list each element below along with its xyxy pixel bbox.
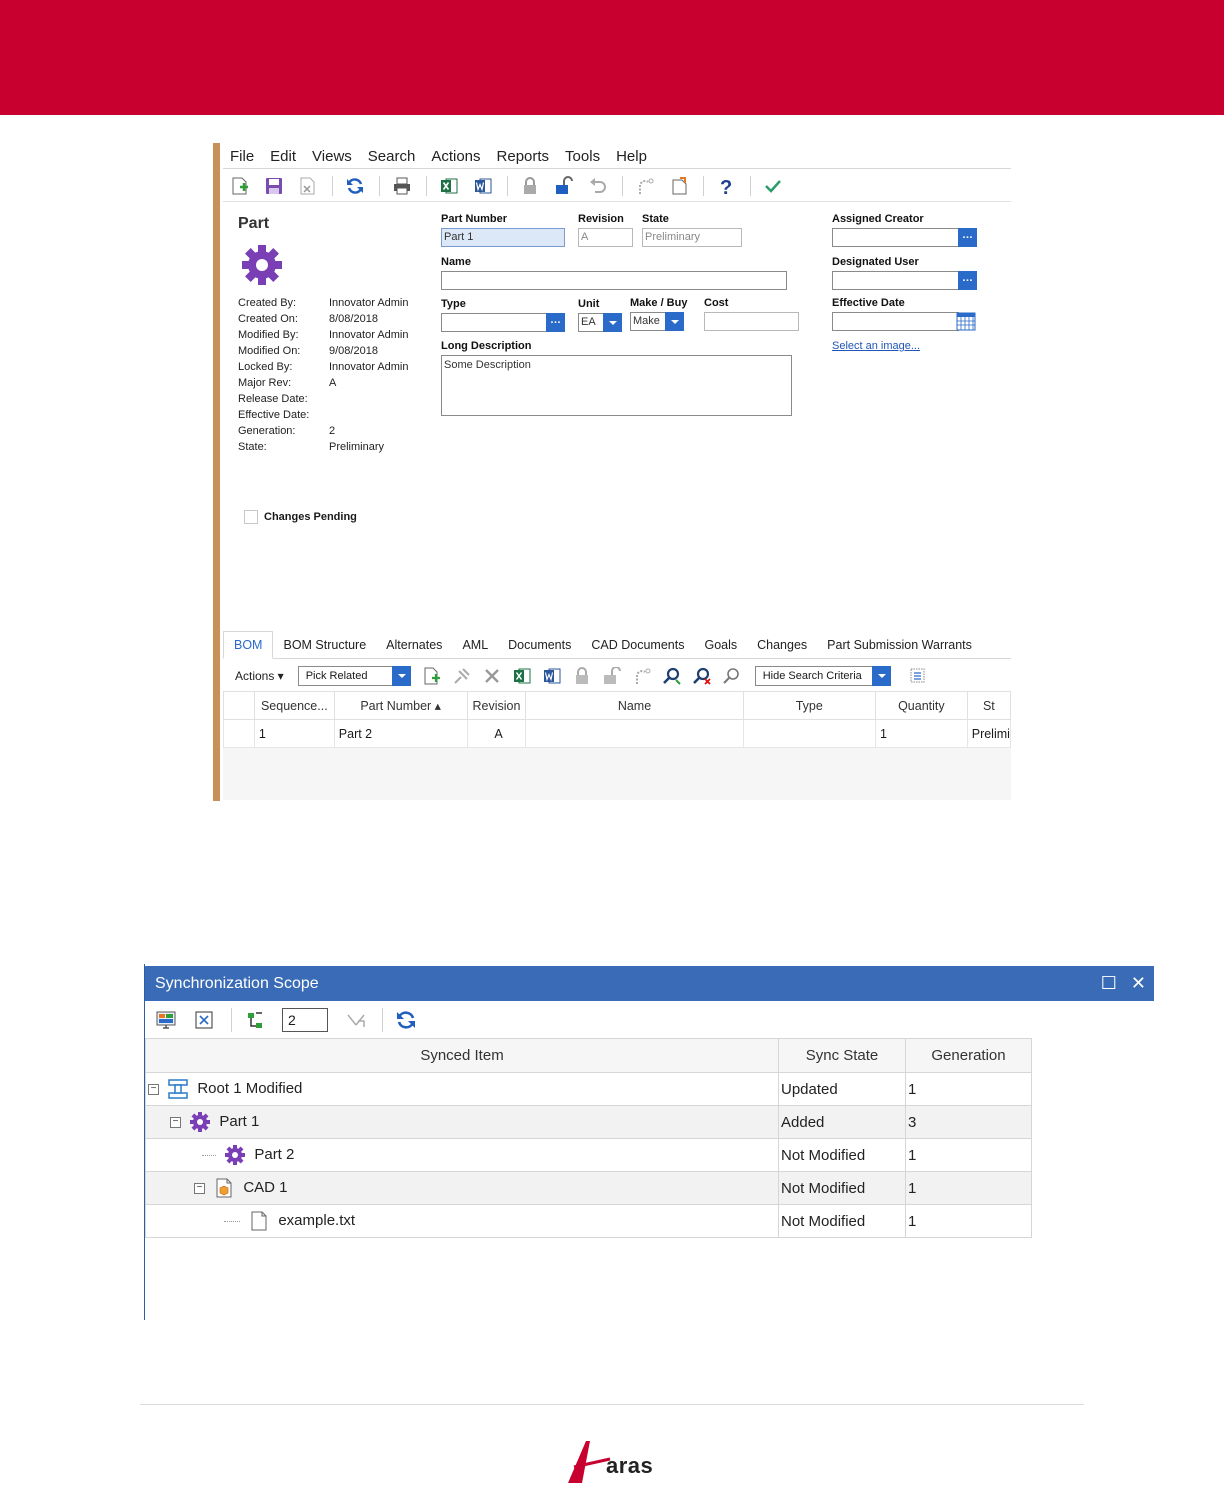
menu-actions[interactable]: Actions xyxy=(431,148,481,165)
property-value: Innovator Admin xyxy=(329,297,409,309)
property-row xyxy=(238,375,409,391)
refresh-icon[interactable] xyxy=(345,176,365,196)
generation-cell: 1 xyxy=(906,1139,1032,1172)
property-label: Major Rev: xyxy=(238,377,292,389)
item-toolbar xyxy=(230,171,797,201)
type-field[interactable] xyxy=(441,313,547,332)
name-field[interactable] xyxy=(441,271,787,290)
assembly-icon xyxy=(167,1078,189,1100)
cell-part-number[interactable]: Part 2 xyxy=(334,720,467,748)
synced-item-cell[interactable] xyxy=(146,1172,779,1205)
expand-levels-icon[interactable] xyxy=(244,1009,266,1031)
toolbar-divider xyxy=(223,201,1011,202)
column-header-quantity[interactable]: Quantity xyxy=(875,692,967,720)
make-buy-dropdown-button[interactable] xyxy=(665,312,684,331)
property-label: Created On: xyxy=(238,313,298,325)
discard-icon[interactable] xyxy=(298,176,318,196)
state-field[interactable]: Preliminary xyxy=(642,228,742,247)
type-label: Type xyxy=(441,298,466,310)
sync-grid-header xyxy=(146,1039,1032,1073)
cell-sequence[interactable]: 1 xyxy=(254,720,334,748)
property-value: 2 xyxy=(329,425,336,437)
tab-documents[interactable]: Documents xyxy=(508,638,572,652)
clear-search-icon[interactable] xyxy=(693,667,711,685)
property-value: 9/08/2018 xyxy=(329,345,378,357)
revision-label: Revision xyxy=(578,213,624,225)
print-icon[interactable] xyxy=(392,176,412,196)
menu-help[interactable]: Help xyxy=(616,148,647,165)
property-label: Generation: xyxy=(238,425,296,437)
word-export-icon[interactable] xyxy=(543,667,561,685)
tree-connector xyxy=(202,1155,216,1156)
sync-state-cell: Added xyxy=(779,1106,906,1139)
property-row xyxy=(238,311,409,327)
help-icon[interactable] xyxy=(716,176,736,196)
unlock-row-icon[interactable] xyxy=(603,667,621,685)
property-label: Modified On: xyxy=(238,345,301,357)
synced-item-cell[interactable] xyxy=(146,1205,779,1238)
table-row[interactable] xyxy=(146,1139,1032,1172)
tab-goals[interactable]: Goals xyxy=(704,638,738,652)
sync-scope-title: Synchronization Scope xyxy=(155,975,319,992)
pick-related-dropdown-button[interactable] xyxy=(392,666,411,686)
tab-cad-documents[interactable]: CAD Documents xyxy=(591,638,685,652)
menu-bar xyxy=(230,146,663,168)
designated-user-browse-button[interactable]: … xyxy=(958,271,977,290)
toolbar-separator xyxy=(332,176,333,196)
sync-scope-toolbar xyxy=(145,1002,1154,1038)
svg-text:?: ? xyxy=(720,177,733,196)
collapse-toggle-icon[interactable]: − xyxy=(194,1183,205,1194)
toolbar-separator xyxy=(426,176,427,196)
maximize-icon[interactable]: ☐ xyxy=(1100,973,1117,993)
effective-date-label: Effective Date xyxy=(832,297,905,309)
property-row xyxy=(238,391,409,407)
designated-user-field[interactable] xyxy=(832,271,959,290)
collapse-toggle-icon[interactable]: − xyxy=(148,1084,159,1095)
property-value: 8/08/2018 xyxy=(329,313,378,325)
generation-cell: 1 xyxy=(906,1073,1032,1106)
toolbar-separator xyxy=(703,176,704,196)
row-selector[interactable] xyxy=(224,720,255,748)
property-value: Innovator Admin xyxy=(329,329,409,341)
property-value: A xyxy=(329,377,337,389)
synced-item-cell[interactable] xyxy=(146,1073,779,1106)
hide-search-criteria-dropdown-button[interactable] xyxy=(872,666,891,686)
cell-quantity[interactable]: 1 xyxy=(875,720,967,748)
undo-icon[interactable] xyxy=(588,176,608,196)
menu-file[interactable]: File xyxy=(230,148,255,165)
excel-icon[interactable] xyxy=(439,176,459,196)
tab-aml[interactable]: AML xyxy=(462,638,489,652)
part-properties xyxy=(238,295,409,455)
monitor-icon[interactable] xyxy=(155,1009,177,1031)
hide-search-criteria-value: Hide Search Criteria xyxy=(762,670,862,682)
file-icon xyxy=(248,1210,270,1232)
version-icon[interactable] xyxy=(669,176,689,196)
actions-menu[interactable]: Actions ▾ xyxy=(235,669,284,683)
cost-label: Cost xyxy=(704,297,729,309)
property-label: Release Date: xyxy=(238,393,308,405)
toolbar-separator xyxy=(507,176,508,196)
property-row xyxy=(238,423,409,439)
unit-select[interactable]: EA xyxy=(578,313,604,332)
column-header-revision[interactable]: Revision xyxy=(467,692,526,720)
cell-name[interactable] xyxy=(526,720,743,748)
unit-dropdown-button[interactable] xyxy=(603,313,622,332)
column-header-part-number[interactable]: Part Number ▴ xyxy=(334,692,467,720)
toolbar-separator xyxy=(622,176,623,196)
refresh-icon[interactable] xyxy=(395,1009,417,1031)
tab-alternates[interactable]: Alternates xyxy=(386,638,443,652)
property-label: State: xyxy=(238,441,267,453)
sync-state-cell: Not Modified xyxy=(779,1139,906,1172)
part-number-field[interactable]: Part 1 xyxy=(441,228,565,247)
cad-document-icon xyxy=(213,1177,235,1199)
pick-replace-icon[interactable] xyxy=(453,667,471,685)
toolbar-separator xyxy=(231,1008,232,1032)
toolbar-separator xyxy=(382,1008,383,1032)
pick-related-value: Pick Related xyxy=(305,670,368,682)
property-label: Modified By: xyxy=(238,329,299,341)
menu-edit[interactable]: Edit xyxy=(270,148,297,165)
part-form-screenshot xyxy=(213,143,1011,801)
hide-search-criteria-select[interactable] xyxy=(755,666,891,686)
property-row xyxy=(238,295,409,311)
part-number-label: Part Number xyxy=(441,213,508,225)
aras-logo-text: aras xyxy=(606,1453,654,1478)
state-label: State xyxy=(642,213,669,225)
bom-grid xyxy=(223,691,1011,748)
assigned-creator-field[interactable] xyxy=(832,228,959,247)
designated-user-label: Designated User xyxy=(832,256,919,268)
select-image-link[interactable]: Select an image... xyxy=(832,340,921,352)
property-row xyxy=(238,439,409,455)
menu-tools[interactable]: Tools xyxy=(565,148,601,165)
synced-item-name: example.txt xyxy=(278,1211,356,1229)
changes-pending-checkbox[interactable] xyxy=(244,510,357,524)
synced-item-cell[interactable] xyxy=(146,1139,779,1172)
cell-revision[interactable]: A xyxy=(467,720,526,748)
grid-empty-area xyxy=(223,748,1011,800)
close-icon[interactable]: ✕ xyxy=(1130,973,1146,993)
property-value: Innovator Admin xyxy=(329,361,409,373)
property-row xyxy=(238,407,409,423)
excel-export-icon[interactable] xyxy=(193,1009,215,1031)
table-row[interactable] xyxy=(146,1106,1032,1139)
sync-state-cell: Not Modified xyxy=(779,1172,906,1205)
column-header-sequence[interactable]: Sequence... xyxy=(254,692,334,720)
column-select-icon[interactable] xyxy=(909,667,927,685)
menu-reports[interactable]: Reports xyxy=(496,148,550,165)
part-gear-icon xyxy=(224,1144,246,1166)
column-header-name[interactable]: Name xyxy=(526,692,743,720)
collapse-icon[interactable] xyxy=(344,1009,366,1031)
tree-connector xyxy=(224,1221,240,1222)
part-title: Part xyxy=(238,215,270,232)
promote-row-icon[interactable] xyxy=(633,667,651,685)
save-icon[interactable] xyxy=(264,176,284,196)
synced-item-name: Part 2 xyxy=(254,1145,295,1163)
cost-field[interactable] xyxy=(704,312,799,331)
type-browse-button[interactable]: … xyxy=(546,313,565,332)
word-icon[interactable] xyxy=(473,176,493,196)
footer-divider xyxy=(140,1404,1084,1405)
synced-item-cell[interactable] xyxy=(146,1106,779,1139)
menu-divider xyxy=(223,168,1011,169)
table-row[interactable] xyxy=(146,1073,1032,1106)
column-header-type[interactable]: Type xyxy=(743,692,875,720)
long-description-label: Long Description xyxy=(441,340,532,352)
column-header-synced-item[interactable]: Synced Item xyxy=(146,1039,779,1073)
sync-state-cell: Updated xyxy=(779,1073,906,1106)
tab-part-submission-warrants[interactable]: Part Submission Warrants xyxy=(827,638,972,652)
search-options-icon[interactable] xyxy=(723,667,741,685)
relationship-tabs xyxy=(223,631,1011,659)
revision-field[interactable]: A xyxy=(578,228,633,247)
header-banner xyxy=(0,0,1224,115)
property-row xyxy=(238,343,409,359)
excel-export-icon[interactable] xyxy=(513,667,531,685)
synced-item-name: CAD 1 xyxy=(243,1178,288,1196)
search-icon[interactable] xyxy=(663,667,681,685)
toolbar-separator xyxy=(379,176,380,196)
part-gear-icon xyxy=(189,1111,211,1133)
tab-bom-structure[interactable]: BOM Structure xyxy=(283,638,367,652)
column-header-generation[interactable]: Generation xyxy=(906,1039,1032,1073)
menu-search[interactable]: Search xyxy=(367,148,416,165)
add-row-icon[interactable] xyxy=(423,667,441,685)
bom-grid-header xyxy=(224,692,1011,720)
assigned-creator-label: Assigned Creator xyxy=(832,213,924,225)
synced-item-name: Root 1 Modified xyxy=(197,1079,303,1097)
depth-levels-input[interactable]: 2 xyxy=(282,1008,328,1032)
bom-toolbar xyxy=(223,661,1011,691)
effective-date-field[interactable] xyxy=(832,312,959,331)
assigned-creator-browse-button[interactable]: … xyxy=(958,228,977,247)
promote-icon[interactable] xyxy=(635,176,655,196)
row-selector-header xyxy=(224,692,255,720)
changes-pending-label: Changes Pending xyxy=(264,511,357,523)
sync-scope-title-bar xyxy=(145,966,1154,1001)
column-header-sync-state[interactable]: Sync State xyxy=(779,1039,906,1073)
toolbar-separator xyxy=(750,176,751,196)
unlock-icon[interactable] xyxy=(554,176,574,196)
make-buy-select[interactable]: Make xyxy=(630,312,666,331)
table-row[interactable] xyxy=(146,1205,1032,1238)
generation-cell: 1 xyxy=(906,1205,1032,1238)
unit-label: Unit xyxy=(578,298,600,310)
property-row xyxy=(238,359,409,375)
delete-row-icon[interactable] xyxy=(483,667,501,685)
generation-cell: 1 xyxy=(906,1172,1032,1205)
lock-icon[interactable] xyxy=(520,176,540,196)
done-icon[interactable] xyxy=(763,176,783,196)
tab-changes[interactable]: Changes xyxy=(757,638,808,652)
name-label: Name xyxy=(441,256,471,268)
property-label: Effective Date: xyxy=(238,409,310,421)
property-value: Preliminary xyxy=(329,441,385,453)
table-row[interactable] xyxy=(224,720,1011,748)
property-label: Created By: xyxy=(238,297,297,309)
table-row[interactable] xyxy=(146,1172,1032,1205)
generation-cell: 3 xyxy=(906,1106,1032,1139)
window-buttons xyxy=(1101,966,1146,1001)
property-row xyxy=(238,327,409,343)
long-description-field[interactable]: Some Description xyxy=(441,355,792,416)
property-label: Locked By: xyxy=(238,361,293,373)
calendar-icon[interactable] xyxy=(956,312,976,331)
part-gear-icon xyxy=(240,243,284,287)
make-buy-label: Make / Buy xyxy=(630,297,688,309)
lock-row-icon[interactable] xyxy=(573,667,591,685)
cell-state[interactable]: Prelimi xyxy=(967,720,1010,748)
synchronization-scope-screenshot xyxy=(144,964,1153,1320)
form-left-accent-bar xyxy=(213,143,220,801)
synced-item-name: Part 1 xyxy=(219,1112,260,1130)
new-icon[interactable] xyxy=(230,176,250,196)
menu-views[interactable]: Views xyxy=(312,148,352,165)
sync-state-cell: Not Modified xyxy=(779,1205,906,1238)
cell-type[interactable] xyxy=(743,720,875,748)
collapse-toggle-icon[interactable]: − xyxy=(170,1117,181,1128)
pick-related-select[interactable] xyxy=(298,666,411,686)
tab-bom[interactable]: BOM xyxy=(223,631,273,659)
column-header-state[interactable]: St xyxy=(967,692,1010,720)
checkbox-box[interactable] xyxy=(244,510,258,524)
sync-scope-grid xyxy=(145,1038,1032,1238)
